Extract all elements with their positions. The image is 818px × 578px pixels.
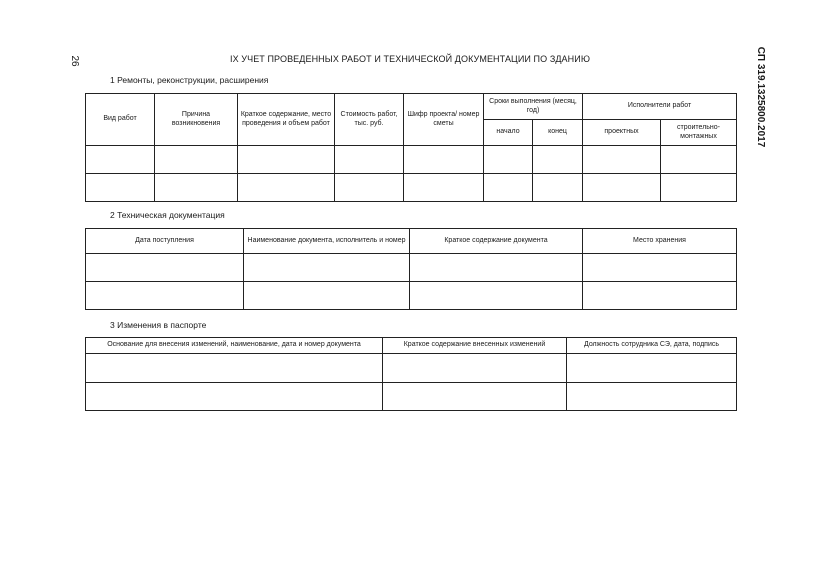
empty-cell[interactable] [583, 146, 661, 174]
empty-cell[interactable] [661, 174, 737, 202]
header-construction: строительно-монтажных [661, 120, 737, 146]
empty-cell[interactable] [533, 146, 583, 174]
empty-cell[interactable] [404, 174, 484, 202]
empty-cell[interactable] [533, 174, 583, 202]
empty-cell[interactable] [244, 282, 410, 310]
header-doc-name: Наименование документа, исполнитель и номер [244, 229, 410, 254]
section-title-passport-changes: 3 Изменения в паспорте [110, 320, 207, 330]
empty-cell[interactable] [583, 174, 661, 202]
empty-cell[interactable] [86, 174, 155, 202]
header-storage: Место хранения [583, 229, 737, 254]
header-performers: Исполнители работ [583, 94, 737, 120]
header-end: конец [533, 120, 583, 146]
table-row [86, 174, 737, 202]
header-period: Сроки выполнения (месяц, год) [484, 94, 583, 120]
table-row [86, 382, 737, 410]
empty-cell[interactable] [155, 146, 238, 174]
empty-cell[interactable] [86, 282, 244, 310]
page-number: 26 [69, 55, 80, 67]
empty-cell[interactable] [484, 174, 533, 202]
header-work-type: Вид работ [86, 94, 155, 146]
empty-cell[interactable] [383, 354, 567, 382]
header-cost: Стоимость работ, тыс. руб. [335, 94, 404, 146]
header-changes-summary: Краткое содержание внесенных изменений [383, 338, 567, 354]
empty-cell[interactable] [244, 254, 410, 282]
empty-cell[interactable] [238, 146, 335, 174]
empty-cell[interactable] [484, 146, 533, 174]
technical-docs-table [85, 228, 737, 310]
empty-cell[interactable] [661, 146, 737, 174]
passport-changes-table [85, 337, 737, 411]
header-basis: Основание для внесения изменений, наименование, дата и номер документа [86, 338, 383, 354]
header-summary: Краткое содержание, место проведения и объем работ [238, 94, 335, 146]
empty-cell[interactable] [86, 254, 244, 282]
table-row [86, 146, 737, 174]
section-title-repairs: 1 Ремонты, реконструкции, расширения [110, 75, 269, 85]
document-code: СП 319.1325800.2017 [755, 46, 766, 148]
empty-cell[interactable] [335, 146, 404, 174]
header-project-code: Шифр проекта/ номер сметы [404, 94, 484, 146]
empty-cell[interactable] [583, 282, 737, 310]
empty-cell[interactable] [383, 382, 567, 410]
empty-cell[interactable] [335, 174, 404, 202]
empty-cell[interactable] [567, 382, 737, 410]
repairs-table [85, 93, 737, 202]
table-row [86, 282, 737, 310]
header-position: Должность сотрудника СЭ, дата, подпись [567, 338, 737, 354]
header-reason: Причина возникновения [155, 94, 238, 146]
header-date-received: Дата поступления [86, 229, 244, 254]
section-title-technical-docs: 2 Техническая документация [110, 210, 225, 220]
empty-cell[interactable] [86, 354, 383, 382]
empty-cell[interactable] [410, 254, 583, 282]
page-title: IX УЧЕТ ПРОВЕДЕННЫХ РАБОТ И ТЕХНИЧЕСКОЙ ДОКУМЕНТАЦИИ ПО ЗДАНИЮ [229, 54, 591, 64]
header-doc-summary: Краткое содержание документа [410, 229, 583, 254]
table-row [86, 354, 737, 382]
empty-cell[interactable] [86, 146, 155, 174]
empty-cell[interactable] [583, 254, 737, 282]
empty-cell[interactable] [86, 382, 383, 410]
empty-cell[interactable] [410, 282, 583, 310]
header-design: проектных [583, 120, 661, 146]
empty-cell[interactable] [238, 174, 335, 202]
empty-cell[interactable] [155, 174, 238, 202]
empty-cell[interactable] [404, 146, 484, 174]
header-start: начало [484, 120, 533, 146]
empty-cell[interactable] [567, 354, 737, 382]
table-row [86, 254, 737, 282]
